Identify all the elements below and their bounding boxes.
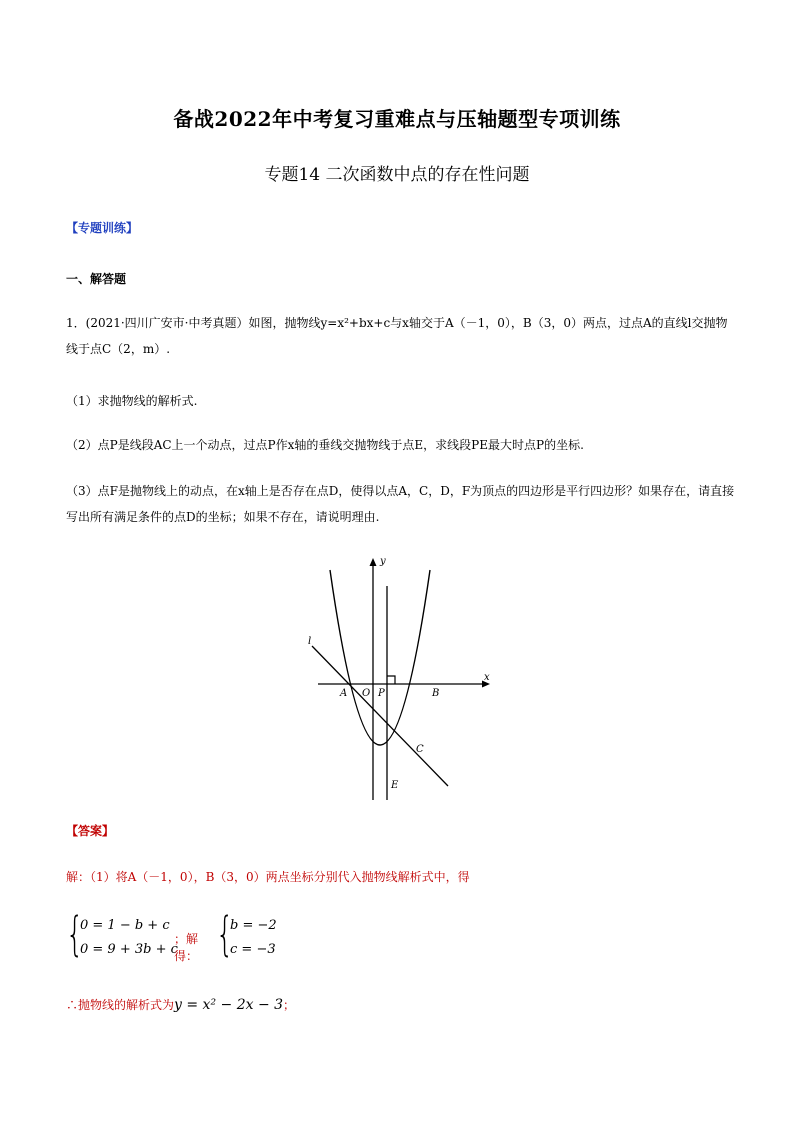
point-o-label: O [362,688,371,699]
y-axis-arrow [370,558,377,566]
point-e-label: E [391,780,399,791]
x-axis-label: x [484,672,490,683]
answer-line-1: 解：（1）将A（－1，0），B（3，0）两点坐标分别代入抛物线解析式中，得 [66,870,470,884]
conclusion-suffix: ； [283,998,296,1012]
system-2-eq-2: c = −3 [230,942,276,957]
point-p-label: P [378,688,385,699]
section-tag: 【专题训练】 [66,221,139,235]
parabola-curve [330,570,430,745]
system-1-eq-2: 0 = 9 + 3b + c [80,942,178,957]
system-1-eq-1: 0 = 1 − b + c [80,918,170,933]
line-l [312,646,448,786]
solve-label: ；解得： [174,932,199,963]
page-subtitle: 专题14 二次函数中点的存在性问题 [264,165,530,185]
question-part-3: （3）点F是抛物线上的动点，在x轴上是否存在点D，使得以点A，C，D，F为顶点的四边形是平行四边形？如果存在，请直接写出所有满足条件的点D的坐标；如果不存在，请说明理由. [66,484,735,524]
parabola-figure [300,550,500,805]
question-part-2: （2）点P是线段AC上一个动点，过点P作x轴的垂线交抛物线于点E，求线段PE最大时点P的坐标. [66,438,584,452]
conclusion-prefix: ∴抛物线的解析式为 [66,998,175,1012]
y-axis-label: y [380,556,386,567]
part-heading: 一、解答题 [66,272,127,286]
answer-tag: 【答案】 [66,824,115,838]
point-a-label: A [340,688,348,699]
page-title: 备战2022年中考复习重难点与压轴题型专项训练 [173,107,621,131]
point-b-label: B [432,688,440,699]
right-angle-marker [387,676,395,684]
point-c-label: C [416,744,424,755]
conclusion-formula: y = x² − 2x − 3 [174,997,284,1013]
question-part-1: （1）求抛物线的解析式. [66,394,198,408]
answer-conclusion [66,996,295,1013]
line-l-label: l [308,636,312,647]
question-intro: 1．(2021·四川广安市·中考真题）如图，抛物线y=x²+bx+c与x轴交于A（－1，0），B（3，0）两点，过点A的直线l交抛物线于点C（2，m）. [66,316,728,356]
system-2-eq-1: b = −2 [230,918,277,933]
system-2-brace: { [216,907,234,961]
system-1-brace: { [66,907,84,961]
